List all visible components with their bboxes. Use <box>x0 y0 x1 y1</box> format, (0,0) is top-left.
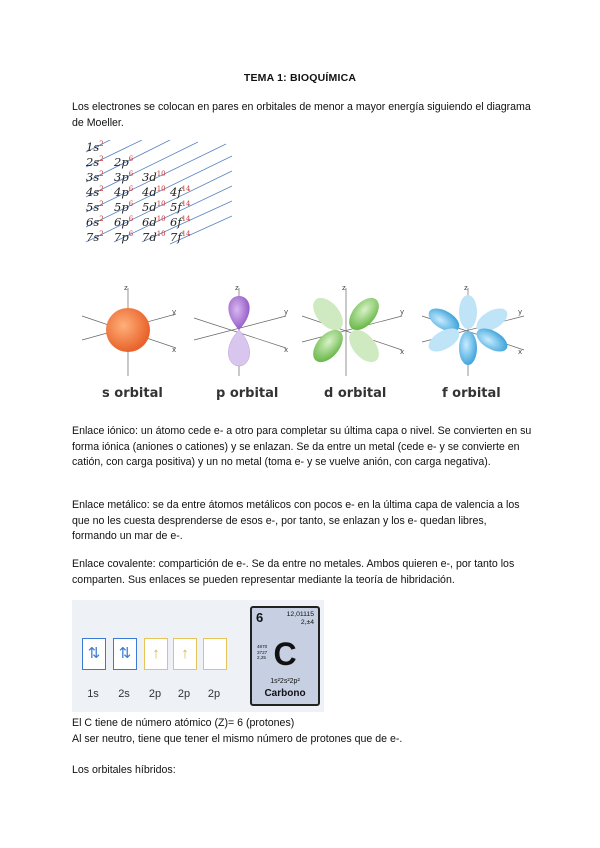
moeller-cell <box>142 230 166 244</box>
intro-paragraph: Los electrones se colocan en pares en orbitales de menor a mayor energía siguiendo el diagrama de Moeller. <box>72 101 531 129</box>
moeller-cell-electrons: 2 <box>99 200 104 209</box>
metallic-bond-paragraph: Enlace metálico: se da entre átomos metálicos con pocos e- en la última capa de valencia a los que no les cuesta desprenderse de esos e-, por tanto, se enlazan y los e- quedan libres, formando un mar de e-. <box>72 499 520 542</box>
orbital-shapes-figure <box>72 282 528 412</box>
moeller-cell-electrons: 6 <box>128 200 134 209</box>
moeller-cell-electrons: 14 <box>181 200 191 209</box>
moeller-cell-orbital: 5s <box>86 200 100 214</box>
moeller-cell-orbital: 1s <box>86 140 100 154</box>
orbital-label-2s: 2s <box>118 688 130 700</box>
moeller-cell <box>114 230 133 244</box>
orbital-label-2p-2: 2p <box>177 688 191 700</box>
moeller-cell <box>86 215 104 229</box>
s-orbital-drawing <box>82 288 176 376</box>
moeller-cell-electrons: 6 <box>128 215 134 224</box>
f-orbital-drawing <box>422 288 524 376</box>
p-axis-z: z <box>235 284 239 292</box>
element-name: Carbono <box>264 688 306 699</box>
moeller-cell-orbital: 2p <box>114 155 129 169</box>
moeller-cell-electrons: 14 <box>181 185 191 194</box>
moeller-cell <box>142 200 166 214</box>
oxidation-states: 2,±4 <box>300 619 314 626</box>
p-axis-x: x <box>284 346 289 354</box>
moeller-cell-orbital: 2s <box>86 155 100 169</box>
moeller-cell-orbital: 4p <box>114 185 129 199</box>
atomic-mass <box>287 611 314 627</box>
moeller-cell-orbital: 5d <box>142 200 157 214</box>
s-axis-x: x <box>172 346 177 354</box>
moeller-cell-orbital: 3d <box>142 170 157 184</box>
f-axis-z: z <box>464 284 468 292</box>
atomic-number-line: El C tiene de número atómico (Z)= 6 (protones) <box>72 717 295 729</box>
ionic-bond-paragraph: Enlace iónico: un átomo cede e- a otro para completar su última capa o nivel. Se convierten en su forma iónica (aniones o cationes) y se enlazan. Se da entre un metal (cede e- y se convierte en catión, con carga positiva) y un no metal (toma e- y se vuelve anión, con carga negativa). <box>72 425 532 468</box>
electron-configuration-figure <box>72 600 324 712</box>
hybrid-orbitals-heading: Los orbitales híbridos: <box>72 764 176 776</box>
s-axis-z: z <box>124 284 128 292</box>
orbital-shapes-svg <box>72 282 528 382</box>
orbital-box-1s: ⇅ <box>82 638 106 670</box>
moeller-cell <box>114 185 133 199</box>
moeller-cell <box>86 185 104 199</box>
moeller-cell <box>86 230 104 244</box>
carbon-element-card <box>250 606 320 706</box>
moeller-cell-electrons: 2 <box>99 230 104 239</box>
moeller-diagram <box>84 140 234 250</box>
d-axis-y: y <box>400 308 405 316</box>
moeller-cell-orbital: 4s <box>86 185 100 199</box>
moeller-cell-orbital: 5f <box>170 200 182 214</box>
orbital-label-2p-1: 2p <box>148 688 162 700</box>
moeller-cell-orbital: 4f <box>170 185 182 199</box>
moeller-cell-orbital: 6d <box>142 215 157 229</box>
s-orbital-label: s orbital <box>102 386 163 401</box>
p-axis-y: y <box>284 308 289 316</box>
moeller-cell <box>170 200 191 214</box>
moeller-cell-electrons: 14 <box>181 230 191 239</box>
moeller-cell-orbital: 7f <box>170 230 182 244</box>
covalent-bond-paragraph: Enlace covalente: compartición de e-. Se da entre no metales. Ambos quieren e-, por tanto los comparten. Sus enlaces se pueden representar mediante la teoría de hibridación. <box>72 558 515 586</box>
s-axis-y: y <box>172 308 177 316</box>
orbital-box-2s: ⇅ <box>113 638 137 670</box>
moeller-cell-electrons: 2 <box>99 140 104 149</box>
moeller-cell-electrons: 6 <box>128 185 134 194</box>
moeller-cell-electrons: 14 <box>181 215 191 224</box>
p-orbital-label: p orbital <box>216 386 279 401</box>
f-orbital-label: f orbital <box>442 386 501 401</box>
moeller-cell <box>142 170 166 184</box>
element-symbol: C <box>273 636 297 672</box>
orbital-box-2p-2: ↑ <box>173 638 197 670</box>
element-property-1: 4870 <box>257 644 268 649</box>
f-axis-y: y <box>518 308 523 316</box>
d-orbital-drawing <box>302 288 405 376</box>
moeller-cell-electrons: 2 <box>99 215 104 224</box>
moeller-cell <box>142 185 166 199</box>
moeller-cell-electrons: 10 <box>156 170 166 179</box>
d-axis-z: z <box>342 284 346 292</box>
moeller-cell-orbital: 6p <box>114 215 129 229</box>
moeller-cell <box>170 215 191 229</box>
moeller-cell <box>86 155 104 169</box>
moeller-cell-electrons: 2 <box>99 170 104 179</box>
moeller-cell-orbital: 7d <box>142 230 157 244</box>
moeller-cell-electrons: 6 <box>128 230 134 239</box>
moeller-cell-electrons: 10 <box>156 215 166 224</box>
moeller-cell <box>170 185 191 199</box>
moeller-cell <box>114 200 133 214</box>
moeller-cell-electrons: 10 <box>156 200 166 209</box>
atomic-number: 6 <box>256 610 264 625</box>
moeller-cell-orbital: 3s <box>86 170 100 184</box>
moeller-cell-electrons: 6 <box>128 170 134 179</box>
f-axis-x: x <box>518 348 523 356</box>
moeller-cell-orbital: 5p <box>114 200 129 214</box>
electron-config: 1s²2s²2p² <box>270 678 300 685</box>
moeller-cell <box>114 215 133 229</box>
moeller-cell <box>86 200 104 214</box>
moeller-cell <box>86 170 104 184</box>
neutral-atom-line: Al ser neutro, tiene que tener el mismo número de protones que de e-. <box>72 733 403 745</box>
moeller-cell-orbital: 7p <box>114 230 129 244</box>
p-orbital-drawing <box>194 288 289 376</box>
moeller-cell-electrons: 6 <box>128 155 134 164</box>
moeller-cell <box>86 140 104 154</box>
moeller-cell-orbital: 7s <box>86 230 100 244</box>
element-property-3: 2,25 <box>257 655 266 660</box>
d-axis-x: x <box>400 348 405 356</box>
moeller-cell-orbital: 3p <box>114 170 129 184</box>
moeller-cell-electrons: 2 <box>99 155 104 164</box>
moeller-cell-orbital: 6f <box>170 215 182 229</box>
moeller-cell-electrons: 10 <box>156 185 166 194</box>
element-property-2: 3727 <box>257 649 268 655</box>
atomic-mass-value: 12,01115 <box>286 611 314 618</box>
page-title: TEMA 1: BIOQUÍMICA <box>243 72 357 84</box>
moeller-cell <box>142 215 166 229</box>
moeller-cell-orbital: 4d <box>142 185 157 199</box>
orbital-label-2p-3: 2p <box>207 688 221 700</box>
moeller-cell <box>114 155 133 169</box>
moeller-cell <box>170 230 191 244</box>
moeller-cell-electrons: 2 <box>99 185 104 194</box>
d-orbital-label: d orbital <box>324 386 387 401</box>
moeller-cell-orbital: 6s <box>86 215 100 229</box>
orbital-box-2p-1: ↑ <box>144 638 168 670</box>
moeller-cell <box>114 170 133 184</box>
orbital-label-1s: 1s <box>87 688 99 700</box>
orbital-box-2p-3 <box>203 638 227 670</box>
moeller-cell-electrons: 10 <box>156 230 166 239</box>
